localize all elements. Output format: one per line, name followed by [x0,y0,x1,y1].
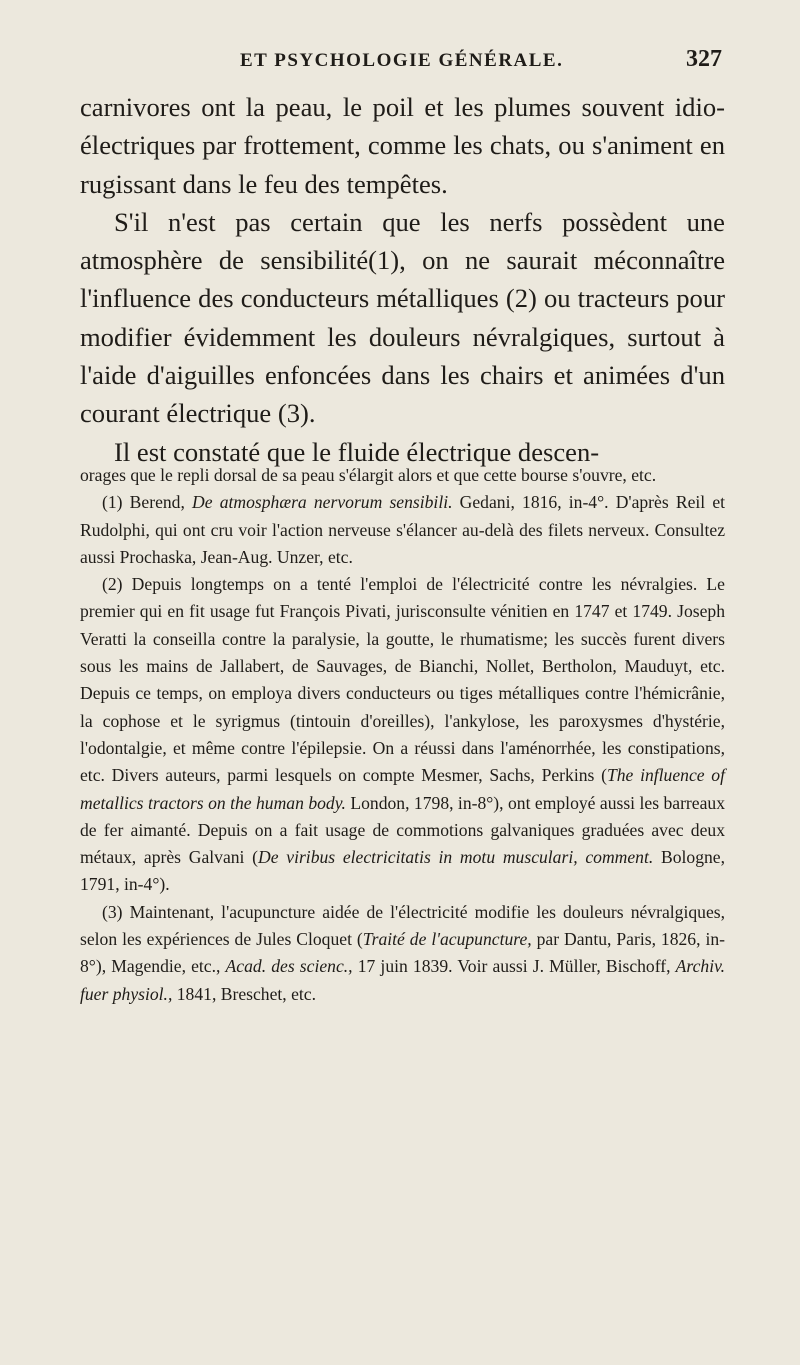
footnote-1-title: De atmosphæra nervorum sensibili. [192,492,453,513]
footnote-2-title-1: The influence of metallics tractors on the human body. [80,765,725,813]
footnote-3-title-1: Traité de l'acupuncture, [362,929,532,950]
main-text [80,88,725,471]
footnote-2-text-b: London, 1798, in-8°), ont employé aussi les barreaux de fer aimanté. Depuis on a fait usage de commotions galvaniques graduées avec deux métaux, après Galvani ( [80,792,725,868]
footnote-3-title-3: Archiv. fuer physiol., [80,956,726,1004]
footnote-3-text-c: 17 juin 1839. Voir aussi J. Müller, Bischoff, [352,956,676,977]
footnote-2-title-2: De viribus electricitatis in motu musculari, comment. [258,847,654,868]
footnote-1-text-a: (1) Berend, [102,492,193,513]
paragraph-1: carnivores ont la peau, le poil et les plumes souvent idio-électriques par frottement, comme les chats, ou s'animent en rugissant dans le feu des tempêtes. [80,92,725,199]
running-head: ET PSYCHOLOGIE GÉNÉRALE. [240,50,564,71]
footnote-continuation: orages que le repli dorsal de sa peau s'élargit alors et que cette bourse s'ouvre, etc. [80,465,657,485]
footnote-3 [80,899,725,1008]
footnote-1-text-b: Gedani, 1816, in-4°. D'après Reil et Rudolphi, qui ont cru voir l'action nerveuse s'élancer au-delà des filets nerveux. Consultez aussi Prochaska, Jean-Aug. Unzer, etc. [80,492,726,567]
paragraph-3: Il est constaté que le fluide électrique descen- [114,436,600,467]
footnotes [80,462,725,1008]
footnote-3-text-b: par Dantu, Paris, 1826, in-8°), Magendie, etc., [80,929,725,977]
footnote-3-text-a: (3) Maintenant, l'acupuncture aidée de l'électricité modifie les douleurs névralgiques, selon les expériences de Jules Cloquet ( [80,901,725,950]
page-number: 327 [686,46,722,72]
footnote-2-text-a: (2) Depuis longtemps on a tenté l'emploi de l'électricité contre les névralgies. Le premier qui en fit usage fut François Pivati, jurisconsulte vénitien en 1747 et 1749. Joseph Veratti la conseilla contre la paralysie, la goutte, le rhumatisme; les succès furent divers sous les mains de Jallabert, de Sauvages, de Bianchi, Nollet, Bertholon, Mauduyt, etc. Depuis ce temps, on employa divers conducteurs ou tiges métalliques contre l'hémicrânie, la cophose et le syrigmus (tintouin d'oreilles), l'ankylose, les paroxysmes d'hystérie, l'odontalgie, et même contre l'épilepsie. On a réussi dans l'aménorrhée, les constipations, etc. Divers auteurs, parmi lesquels on compte Mesmer, Sachs, Perkins ( [80,574,725,786]
paragraph-2: S'il n'est pas certain que les nerfs possèdent une atmosphère de sensibilité(1), on ne saurait méconnaître l'influence des conducteurs métalliques (2) ou tracteurs pour modifier évidemment les douleurs névralgiques, surtout à l'aide d'aiguilles enfoncées dans les chairs et animées d'un courant électrique (3). [80,206,725,429]
footnote-1 [80,489,725,571]
footnote-3-title-2: Acad. des scienc., [225,956,353,977]
page-header [80,44,722,76]
footnote-3-text-d: 1841, Breschet, etc. [172,983,316,1004]
footnote-2 [80,571,725,899]
footnote-2-text-c: Bologne, 1791, in-4°). [80,847,725,895]
